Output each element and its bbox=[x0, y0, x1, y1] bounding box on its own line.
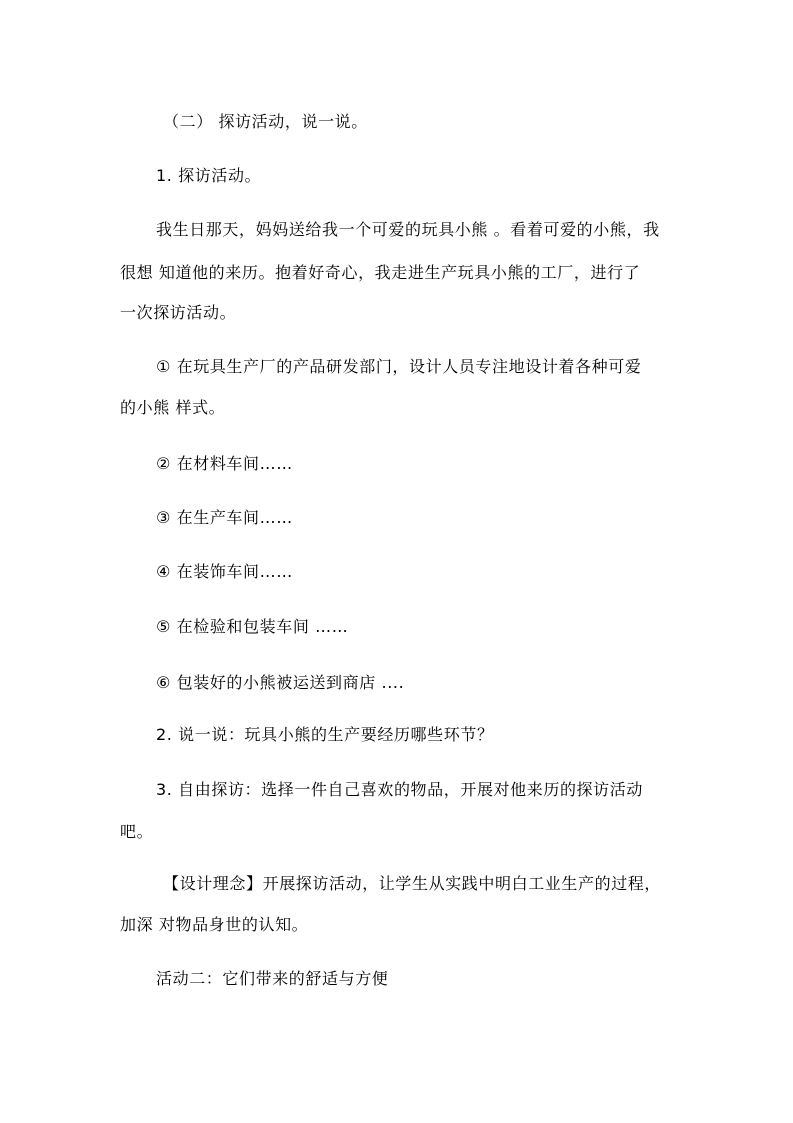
item-1-title: 1. 探访活动。 bbox=[156, 166, 262, 185]
activity-2-heading: 活动二：它们带来的舒适与方便 bbox=[156, 969, 389, 988]
design-concept-line-2: 加深 对物品身世的认知。 bbox=[120, 915, 309, 934]
step-1-line-2: 的小熊 样式。 bbox=[120, 398, 226, 417]
paragraph-1-line-2: 很想 知道他的来历。抱着好奇心，我走进生产玩具小熊的工厂，进行了 bbox=[120, 263, 641, 282]
step-4: ④ 在装饰车间…… bbox=[156, 562, 293, 581]
section-heading: （二） 探访活动，说一说。 bbox=[163, 112, 368, 131]
item-3-line-1: 3. 自由探访：选择一件自己喜欢的物品，开展对他来历的探访活动 bbox=[156, 780, 643, 799]
step-2: ② 在材料车间…… bbox=[156, 454, 293, 473]
step-1-line-1: ① 在玩具生产厂的产品研发部门，设计人员专注地设计着各种可爱 bbox=[156, 357, 642, 376]
paragraph-1-line-1: 我生日那天，妈妈送给我一个可爱的玩具小熊 。看着可爱的小熊，我 bbox=[156, 220, 660, 239]
step-3: ③ 在生产车间…… bbox=[156, 508, 293, 527]
design-concept-line-1: 【设计理念】开展探访活动，让学生从实践中明白工业生产的过程， bbox=[163, 874, 662, 893]
step-6: ⑥ 包装好的小熊被运送到商店 .... bbox=[156, 673, 405, 692]
item-3-line-2: 吧。 bbox=[120, 822, 154, 841]
item-2: 2. 说一说：玩具小熊的生产要经历哪些环节？ bbox=[156, 725, 494, 744]
paragraph-1-line-3: 一次探访活动。 bbox=[120, 303, 237, 322]
step-5: ⑤ 在检验和包装车间 …… bbox=[156, 617, 349, 636]
